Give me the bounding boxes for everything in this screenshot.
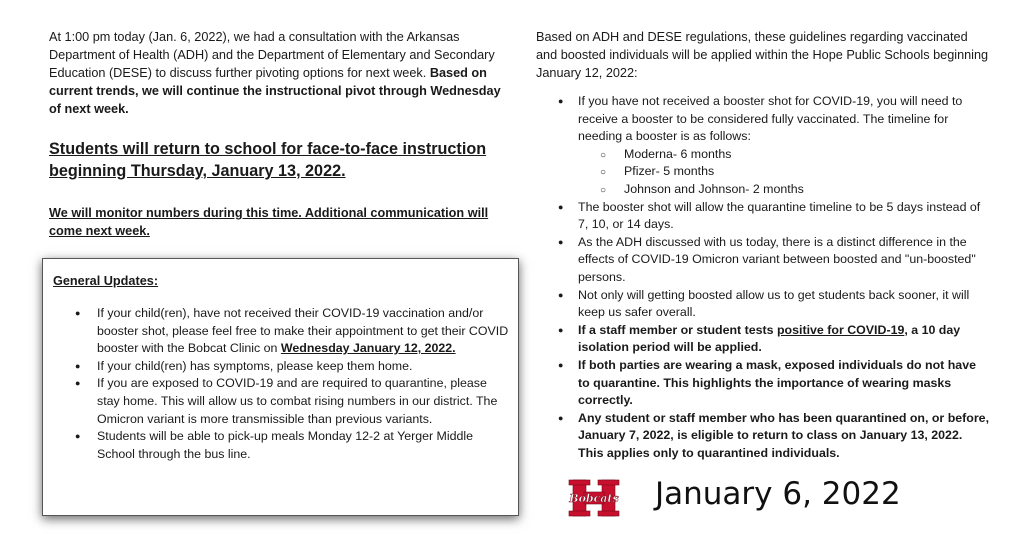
intro-text: At 1:00 pm today (Jan. 6, 2022), we had a consultation with the Arkansas Department of Health (ADH) and the Department of Elementary and Secondary Education (DESE) to discuss further pivoting options for next week. (49, 30, 495, 80)
bobcats-logo (565, 478, 623, 518)
positive-text-underlined: positive for COVID-19 (776, 322, 905, 337)
logo-text: Bobcats (569, 492, 619, 505)
list-item: ● Any student or staff member who has been quarantined on, or before, January 7, 2022, is eligible to return to class on January 13, 2022. This applies only to quarantined individuals. (554, 410, 991, 463)
intro-paragraph (49, 28, 509, 118)
intro-bold-text: Based on current trends, we will continue the instructional pivot through Wednesday of next week. (49, 66, 501, 116)
left-column (49, 28, 509, 118)
general-updates-title: General Updates: (53, 274, 159, 288)
sub-list-item: ○ Pfizer- 5 months (578, 163, 991, 181)
list-item (73, 305, 511, 358)
guidelines-intro: Based on ADH and DESE regulations, these guidelines regarding vaccinated and boosted individuals will be applied within the Hope Public Schools beginning January 12, 2022: (536, 30, 989, 80)
list-item (554, 93, 991, 199)
right-column (536, 28, 991, 462)
booster-timeline-list (578, 146, 991, 199)
booster-text: If you have not received a booster shot for COVID-19, you will need to receive a booster to be considered fully vaccinated. The timeline for needing a booster is as follows: (578, 94, 963, 144)
clinic-date: Wednesday January 12, 2022. (280, 341, 456, 356)
positive-text-b: , a 10 day isolation period will be applied. (578, 322, 961, 355)
general-updates-box (42, 258, 519, 516)
list-item: ● If your child(ren) has symptoms, please keep them home. (73, 358, 511, 376)
list-item: ● If both parties are wearing a mask, exposed individuals do not have to quarantine. This highlights the importance of wearing masks correctly. (554, 357, 991, 410)
update-text: If your child(ren), have not received their COVID-19 vaccination and/or booster shot, please feel free to make their appointment to get their COVID booster with the Bobcat Clinic on (97, 306, 509, 356)
list-item (554, 322, 991, 357)
list-item: ● If you are exposed to COVID-19 and are required to quarantine, please stay home. This will allow us to combat rising numbers in our district. The Omicron variant is more transmissible than previous variants. (73, 375, 511, 428)
list-item: ● Not only will getting boosted allow us to get students back sooner, it will keep us safer overall. (554, 287, 991, 322)
list-item: ● Students will be able to pick-up meals Monday 12-2 at Yerger Middle School through the bus line. (73, 428, 511, 463)
general-updates-list (73, 305, 511, 463)
footer-date: January 6, 2022 (655, 476, 901, 512)
list-item: ● As the ADH discussed with us today, there is a distinct difference in the effects of COVID-19 Omicron variant between boosted and "un-boosted" persons. (554, 234, 991, 287)
monitor-notice: We will monitor numbers during this time. Additional communication will come next week. (49, 206, 489, 238)
sub-list-item: ○ Moderna- 6 months (578, 146, 991, 164)
list-item: ● The booster shot will allow the quarantine timeline to be 5 days instead of 7, 10, or 14 days. (554, 199, 991, 234)
positive-text-a: If a staff member or student tests (578, 322, 777, 337)
return-headline: Students will return to school for face-to-face instruction beginning Thursday, January 13, 2022. (49, 140, 487, 180)
sub-list-item: ○ Johnson and Johnson- 2 months (578, 181, 991, 199)
guidelines-list (554, 93, 991, 462)
